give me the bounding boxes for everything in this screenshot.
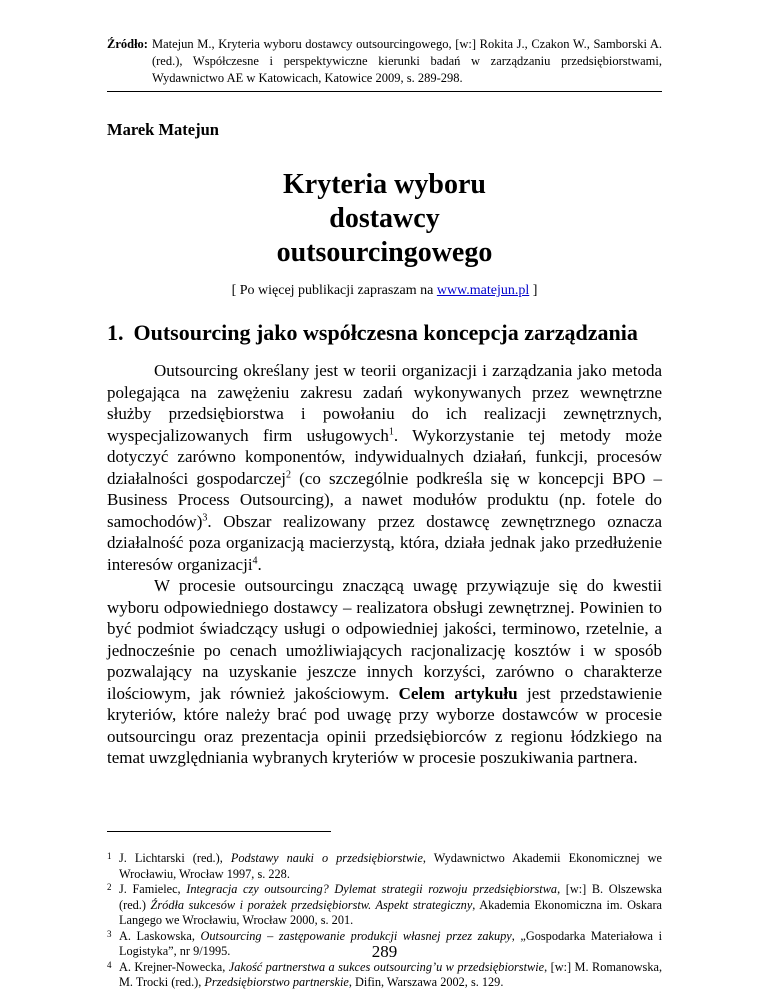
p2-bold-aim: Celem artykułu — [398, 683, 518, 703]
footnote-text: A. Krejner-Nowecka, — [119, 959, 229, 974]
footnote-ref-4[interactable]: 4 — [252, 554, 258, 566]
body-text — [107, 360, 662, 769]
p1-part-a: Outsourcing określany jest w teorii organizacji i zarządzania jako metoda polegająca na zawężeniu zakresu zadań wykonywanych przez wewnętrzne służby przedsiębiorstwa i powołaniu do ich realizacji zewnętrznych, wyspecjalizowanych firm usługowych — [107, 361, 662, 445]
footnote-number: 2 — [107, 882, 112, 892]
more-suffix: ] — [529, 283, 538, 298]
footnote-number: 3 — [107, 928, 112, 939]
footnote-text: , „Gospodarka Materiałowa i Logistyka”, nr 9/1995. — [119, 928, 662, 958]
footnote-text: , Wydawnictwo Akademii Ekonomicznej we Wrocławiu, Wrocław 1997, s. 228. — [119, 851, 662, 881]
footnote-text: A. Laskowska, — [119, 928, 201, 943]
section-title: Outsourcing jako współczesna koncepcja zarządzania — [133, 320, 638, 345]
footnote-number: 4 — [107, 959, 112, 970]
footnote-1 — [107, 851, 662, 882]
footnote-number: 1 — [107, 851, 112, 861]
p1-part-b: . Wykorzystanie tej metody może dotyczyć zarówno komponentów, indywidualnych działań, funkcji, procesów działalności gospodarczej — [107, 425, 663, 488]
p2-part-b: jest przedstawienie kryteriów, które należy brać pod uwagę przy wyborze dostawców w procesie outsourcingu oraz prezentacja opinii przedsiębiorców z regionu łódzkiego na temat uwzględniania wybranych kryteriów w procesie poszukiwania partnera. — [107, 683, 663, 767]
footnote-text: J. Lichtarski (red.), — [119, 851, 231, 865]
footnote-text: , [w:] M. Romanowska, M. Trocki (red.), — [119, 959, 663, 989]
source-citation — [107, 36, 662, 87]
author-name: Marek Matejun — [107, 120, 219, 139]
footnote-text: J. Famielec, — [119, 882, 187, 896]
footnote-ref-3[interactable]: 3 — [202, 511, 208, 523]
footnote-text: , [w:] B. Olszewska (red.) — [119, 882, 662, 912]
title-line-2: dostawcy — [329, 203, 440, 234]
footnote-title: Podstawy nauki o przedsiębiorstwie — [230, 851, 423, 865]
paragraph-1 — [107, 360, 662, 575]
website-link[interactable]: www.matejun.pl — [436, 283, 530, 298]
footnote-ref-2[interactable]: 2 — [286, 468, 292, 480]
title-line-3: outsourcingowego — [276, 237, 493, 268]
page-number: 289 — [371, 942, 398, 961]
footnote-4 — [107, 960, 662, 991]
section-number: 1. — [107, 320, 124, 345]
p1-part-d: . Obszar realizowany przez dostawcę zewnętrznego oznacza działalność poza organizacją macierzystą, która, działa jednak jako przedłużenie interesów organizacji — [107, 511, 662, 574]
p1-part-c: (co szczególnie podkreśla się w koncepcji BPO – Business Process Outsourcing), a nawet modułów produktu (np. fotele do samochodów) — [107, 468, 662, 531]
source-label: Źródło: — [107, 37, 148, 51]
footnote-title: Jakość partnerstwa a sukces outsourcing’u w przedsiębiorstwie — [228, 959, 545, 974]
source-text: Matejun M., Kryteria wyboru dostawcy outsourcingowego, [w:] Rokita J., Czakon W., Samborski A. (red.), Współczesne i perspektywiczne kierunki badań w zarządzaniu przedsiębiorstwami, Wydawnictwo AE w Katowicach, Katowice 2009, s. 289-298. — [151, 37, 662, 85]
footnote-ref-1[interactable]: 1 — [388, 425, 394, 437]
footnote-2 — [107, 882, 662, 929]
section-heading — [107, 320, 648, 346]
footnote-title: Źródła sukcesów i porażek przedsiębiorstw. Aspekt strategiczny — [150, 897, 473, 912]
header-rule — [107, 91, 662, 92]
footnotes — [107, 851, 662, 991]
paragraph-2 — [107, 575, 662, 769]
footnote-text: , Difin, Warszawa 2002, s. 129. — [348, 975, 504, 989]
more-publications — [107, 283, 662, 299]
p2-part-a: W procesie outsourcingu znaczącą uwagę przywiązuje się do kwestii wyboru odpowiedniego dostawcy – realizatora obsługi zewnętrznej. Powinien to być podmiot świadczący usługi o odpowiedniej jakości, terminowo, rzetelnie, a jednocześnie po cenach umożliwiających racjonalizację kosztów i w sposób pozwalający na uzyskanie jeszcze innych korzyści, zarówno o charakterze ilościowym, jak również jakościowym. — [107, 576, 662, 703]
title-line-1: Kryteria wyboru — [283, 169, 486, 200]
p1-part-e: . — [257, 554, 262, 574]
footnote-title: Integracja czy outsourcing? Dylemat strategii rozwoju przedsiębiorstwa — [186, 882, 558, 896]
footnote-separator — [107, 831, 331, 832]
footnote-title: Outsourcing – zastępowanie produkcji własnej przez zakupy — [200, 928, 512, 943]
more-prefix: [ Po więcej publikacji zapraszam na — [231, 283, 437, 298]
footnote-text: , Akademia Ekonomiczna im. Oskara Langego we Wrocławiu, Wrocław 2000, s. 201. — [119, 897, 663, 927]
footnote-title: Przedsiębiorstwo partnerskie — [204, 975, 349, 989]
article-title — [107, 168, 662, 270]
